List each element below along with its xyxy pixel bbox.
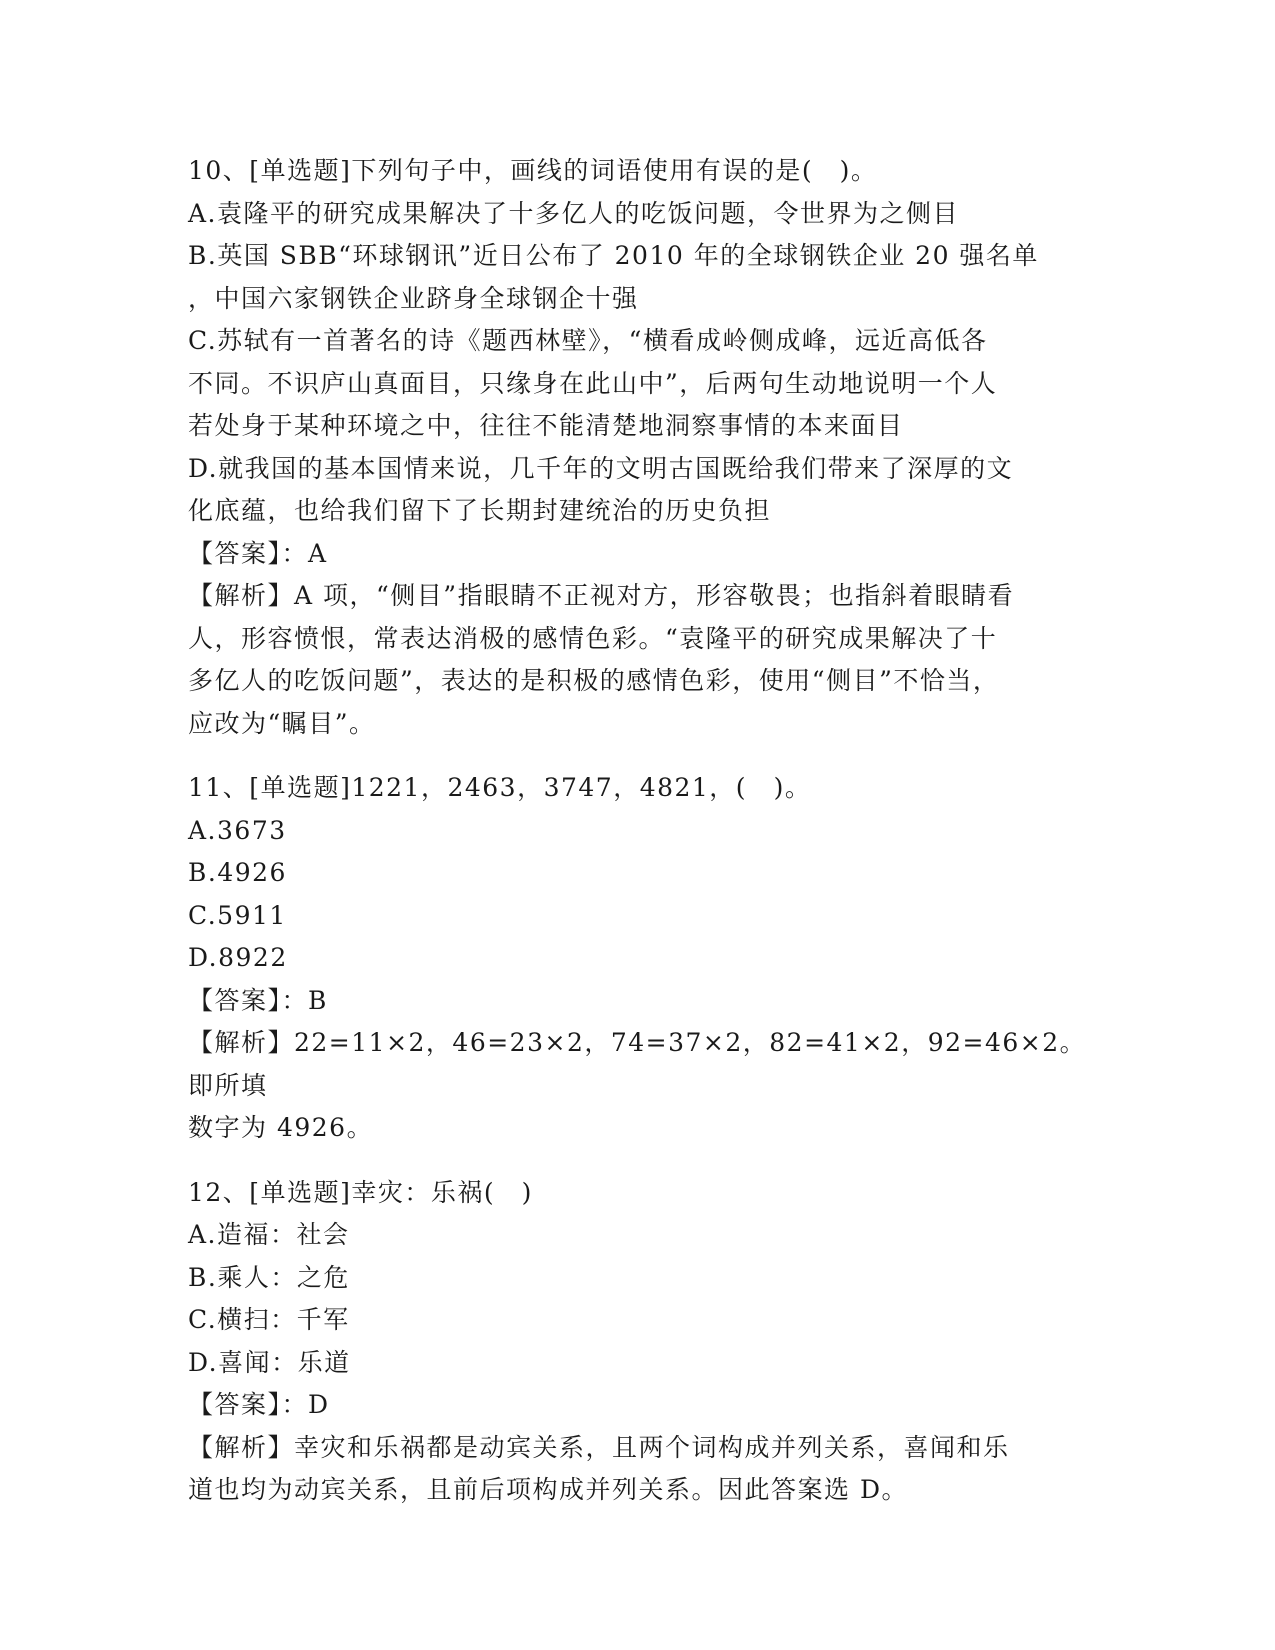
option-a: A.3673 — [188, 815, 287, 845]
option-d: D.喜闻：乐道 — [188, 1347, 351, 1377]
option-c: C.5911 — [188, 900, 287, 930]
analysis-line: 【解析】A 项，“侧目”指眼睛不正视对方，形容敬畏；也指斜着眼睛看 — [188, 581, 1015, 610]
option-a: A.造福：社会 — [188, 1220, 350, 1249]
option-line: C.苏轼有一首著名的诗《题西林壁》，“横看成岭侧成峰，远近高低各 — [188, 326, 988, 355]
option-line: ，中国六家钢铁企业跻身全球钢企十强 — [188, 283, 639, 313]
option-c: C.横扫：千军 — [188, 1305, 350, 1334]
document-page — [188, 150, 1088, 1512]
option-line: B.英国 SBB“环球钢讯”近日公布了 2010 年的全球钢铁企业 20 强名单 — [188, 241, 1039, 270]
analysis-line: 道也均为动宾关系，且前后项构成并列关系。因此答案选 D。 — [188, 1475, 908, 1504]
option-line: A.袁隆平的研究成果解决了十多亿人的吃饭问题，令世界为之侧目 — [188, 198, 960, 228]
question-12 — [188, 1172, 1088, 1512]
analysis-line: 人，形容愤恨，常表达消极的感情色彩。“袁隆平的研究成果解决了十 — [188, 623, 998, 653]
analysis-line: 多亿人的吃饭问题”，表达的是积极的感情色彩，使用“侧目”不恰当， — [188, 666, 1000, 695]
question-stem: 11、[单选题]1221，2463，3747，4821，( )。 — [188, 773, 812, 802]
option-b: B.4926 — [188, 858, 287, 887]
analysis-line: 数字为 4926。 — [188, 1113, 374, 1142]
question-stem: 10、[单选题]下列句子中，画线的词语使用有误的是( )。 — [188, 156, 878, 185]
question-stem: 12、[单选题]幸灾：乐祸( ) — [188, 1177, 533, 1207]
question-10 — [188, 150, 1088, 745]
option-line: 不同。不识庐山真面目，只缘身在此山中”，后两句生动地说明一个人 — [188, 368, 998, 398]
question-11 — [188, 767, 1088, 1150]
answer-line: 【答案】：A — [188, 538, 328, 568]
option-line: 若处身于某种环境之中，往往不能清楚地洞察事情的本来面目 — [188, 411, 904, 440]
option-d: D.8922 — [188, 943, 288, 972]
analysis-line: 【解析】幸灾和乐祸都是动宾关系，且两个词构成并列关系，喜闻和乐 — [188, 1432, 1010, 1462]
analysis-line: 【解析】22=11×2，46=23×2，74=37×2，82=41×2，92=46×2。即所填 — [188, 1028, 1087, 1100]
option-b: B.乘人：之危 — [188, 1262, 350, 1292]
option-line: D.就我国的基本国情来说，几千年的文明古国既给我们带来了深厚的文 — [188, 453, 1014, 483]
answer-line: 【答案】：B — [188, 985, 328, 1015]
option-line: 化底蕴，也给我们留下了长期封建统治的历史负担 — [188, 496, 772, 525]
answer-line: 【答案】：D — [188, 1390, 330, 1419]
analysis-line: 应改为“瞩目”。 — [188, 708, 376, 738]
